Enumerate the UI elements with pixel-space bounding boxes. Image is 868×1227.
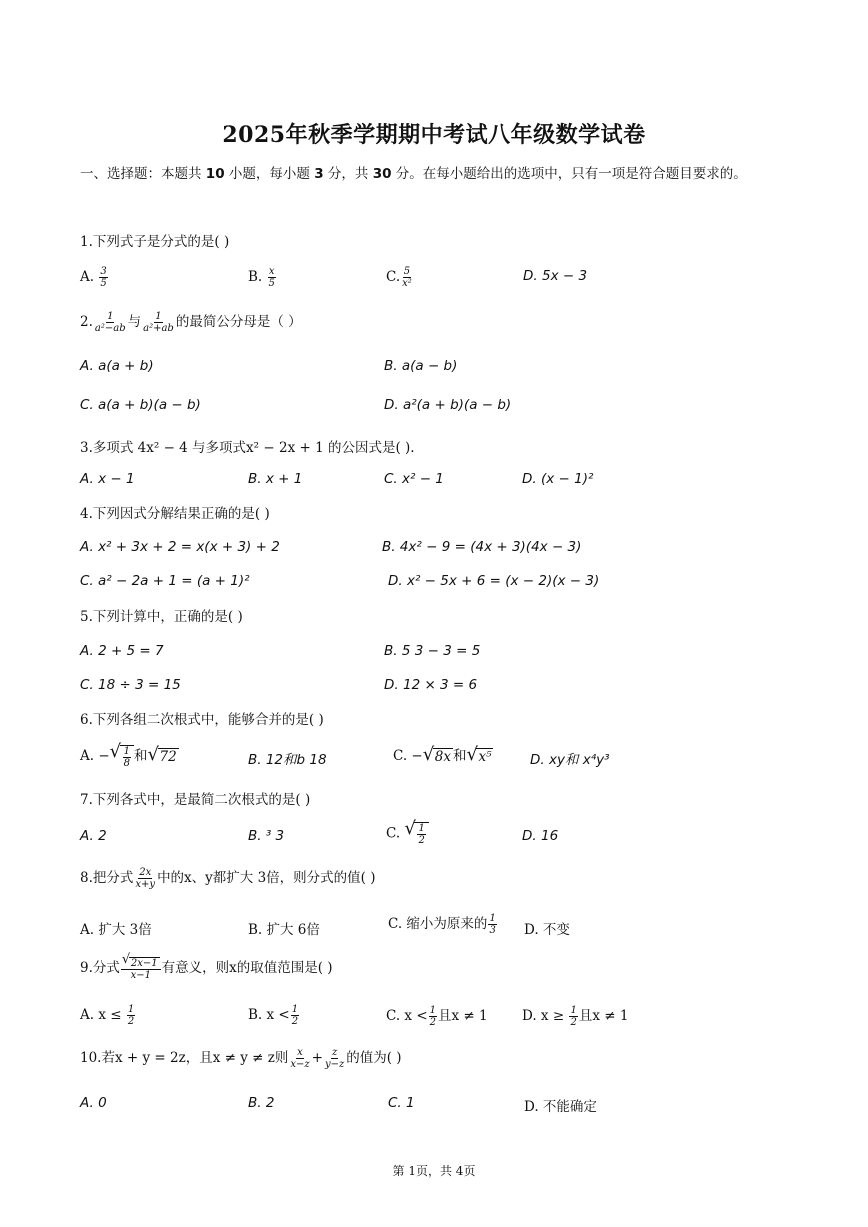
q2-option-a: A. a(a + b) xyxy=(80,358,154,374)
q8-option-d: D. 不变 xyxy=(524,922,570,938)
q2-option-b: B. a(a − b) xyxy=(384,358,458,374)
q1-option-c: C. $\frac{5}{\text{x²}}$ xyxy=(386,266,412,289)
q2-option-c: C. a(a + b)(a − b) xyxy=(80,397,201,413)
q3-option-d: D. (x − 1)² xyxy=(522,471,594,487)
instr-text-1: 一、选择题：本题共 xyxy=(80,166,206,182)
q5-option-b: B. 5 3 − 3 = 5 xyxy=(384,643,481,659)
q7-option-b: B. ³ 3 xyxy=(248,828,285,844)
q4-option-b: B. 4x² − 9 = (4x + 3)(4x − 3) xyxy=(382,539,582,555)
q10-option-a: A. 0 xyxy=(80,1095,107,1111)
q6-option-b: B. 12和b 18 xyxy=(248,752,327,768)
page-title: 2025年秋季学期期中考试八年级数学试卷 xyxy=(222,122,646,148)
section-instructions xyxy=(80,160,792,188)
instr-text-2: 小题，每小题 xyxy=(224,166,315,182)
instr-total: 30 xyxy=(372,166,392,182)
question-8-stem: 8.把分式 $\frac{2x}{x+y}$ 中的x、y都扩大 3倍，则分式的值( ) xyxy=(80,867,376,890)
q7-option-c: C. √ $\frac{1}{2}$ xyxy=(386,822,429,846)
q7-option-a: A. 2 xyxy=(80,828,107,844)
q8-option-a: A. 扩大 3倍 xyxy=(80,922,152,938)
question-6-stem: 6.下列各组二次根式中，能够合并的是( ) xyxy=(80,712,324,728)
q8-option-c: C. 缩小为原来的 $\frac{1}{3}$ xyxy=(388,913,496,936)
q3-option-a: A. x − 1 xyxy=(80,471,135,487)
instr-count: 10 xyxy=(205,166,225,182)
q6-option-d: D. xy和 x⁴y³ xyxy=(530,752,610,768)
q4-option-a: A. x² + 3x + 2 = x(x + 3) + 2 xyxy=(80,539,280,555)
question-5-stem: 5.下列计算中，正确的是( ) xyxy=(80,609,243,625)
instr-text-3: 分，共 xyxy=(323,166,373,182)
question-9-stem: 9.分式 √ 2x−1 x−1 有意义，则x的取值范围是( ) xyxy=(80,951,333,981)
q1-option-a: A. $\frac{3}{5}$ xyxy=(80,266,107,289)
q7-option-d: D. 16 xyxy=(522,828,559,844)
q5-option-d: D. 12 × 3 = 6 xyxy=(384,677,478,693)
q9-option-a: A. x ≤ $\frac{1}{2}$ xyxy=(80,1004,135,1027)
q1-option-d: D. 5x − 3 xyxy=(523,268,588,284)
instr-text-4: 分。在每小题给出的选项中，只有一项是符合题目要求的。 xyxy=(391,166,747,182)
q5-option-c: C. 18 ÷ 3 = 15 xyxy=(80,677,181,693)
q6-option-c: C. − √ 8x 和 √ x⁵ xyxy=(393,744,492,765)
q2-option-d: D. a²(a + b)(a − b) xyxy=(384,397,512,413)
q3-option-b: B. x + 1 xyxy=(248,471,303,487)
question-2-stem: 2. $\frac{1}{\text{a²−ab}}$ 与 $\frac{1}{\text{a²+ab}}$ 的最简公分母是（ ） xyxy=(80,311,302,334)
q6-option-a: A. − √ $\frac{1}{8}$ 和 √ 72 xyxy=(80,740,177,769)
question-7-stem: 7.下列各式中，是最简二次根式的是( ) xyxy=(80,792,311,808)
q4-option-c: C. a² − 2a + 1 = (a + 1)² xyxy=(80,573,250,589)
q1-option-b: B. $\frac{x}{5}$ xyxy=(248,266,275,289)
q9-option-d: D. x ≥ $\frac{1}{2}$ 且x ≠ 1 xyxy=(522,1005,629,1028)
q8-option-b: B. 扩大 6倍 xyxy=(248,922,320,938)
question-3-stem: 3.多项式 4x² − 4 与多项式x² − 2x + 1 的公因式是( ). xyxy=(80,440,415,456)
q10-option-b: B. 2 xyxy=(248,1095,275,1111)
q9-option-b: B. x < $\frac{1}{2}$ xyxy=(248,1004,299,1027)
instr-points: 3 xyxy=(314,166,324,182)
question-4-stem: 4.下列因式分解结果正确的是( ) xyxy=(80,506,270,522)
page-footer: 第 1页，共 4页 xyxy=(392,1164,476,1178)
q9-option-c: C. x < $\frac{1}{2}$ 且x ≠ 1 xyxy=(386,1005,488,1028)
question-10-stem: 10.若x + y = 2z，且x ≠ y ≠ z则 $\frac{x}{x-z}$ + $\frac{z}{y-z}$ 的值为( ) xyxy=(80,1047,402,1070)
question-1-stem: 1.下列式子是分式的是( ) xyxy=(80,234,230,250)
q10-option-d: D. 不能确定 xyxy=(524,1099,597,1115)
q4-option-d: D. x² − 5x + 6 = (x − 2)(x − 3) xyxy=(388,573,600,589)
q10-option-c: C. 1 xyxy=(388,1095,415,1111)
q3-option-c: C. x² − 1 xyxy=(384,471,444,487)
q5-option-a: A. 2 + 5 = 7 xyxy=(80,643,164,659)
